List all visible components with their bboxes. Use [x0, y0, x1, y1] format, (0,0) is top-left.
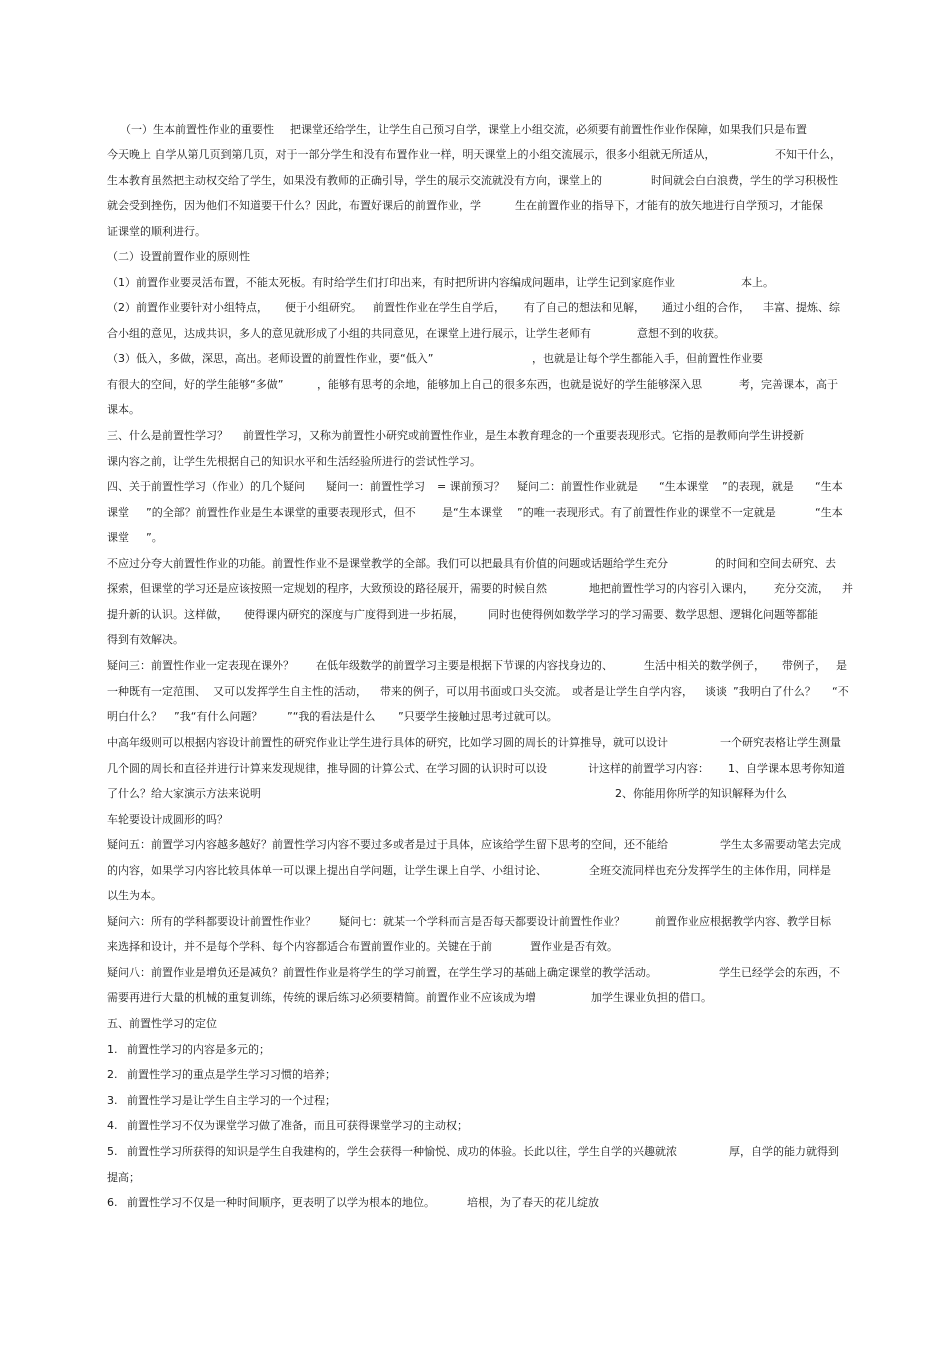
- text-segment: 生活中相关的数学例子，: [644, 659, 765, 672]
- text-segment: 车轮要设计成圆形的吗？: [107, 813, 228, 826]
- text-segment: ”只要学生接触过思考过就可以。: [398, 710, 558, 723]
- text-segment: （1）前置作业要灵活布置，不能太死板。有时给学生们打印出来，有时把所讲内容编成问题串，让学生记到家庭作业: [107, 276, 675, 289]
- text-segment: ”我“有什么问题？: [174, 710, 263, 723]
- section-heading-positioning: 五、前置性学习的定位: [107, 1017, 217, 1030]
- list-number: 1.: [107, 1043, 118, 1056]
- text-segment: 不知干什么，: [775, 148, 841, 161]
- text-segment: 得到有效解决。: [107, 633, 184, 646]
- text-segment: 前置作业应根据教学内容、教学目标: [655, 915, 831, 928]
- text-segment: ”的表现，就是: [722, 480, 794, 493]
- text-segment: 课堂: [107, 531, 129, 544]
- text-segment: ”我明白了什么？: [733, 685, 816, 698]
- list-number: 4.: [107, 1119, 118, 1132]
- text-segment: 时间就会白白浪费，学生的学习积极性: [651, 174, 838, 187]
- text-segment: 丰富、提炼、综: [763, 301, 840, 314]
- text-segment: 课内容之前，让学生先根据自己的知识水平和生活经验所进行的尝试性学习。: [107, 455, 481, 468]
- text-segment: 疑问八：前置作业是增负还是减负？前置性作业是将学生的学习前置，在学生学习的基础上确定课堂的教学活动。: [107, 966, 657, 979]
- text-segment: 明白什么？: [107, 710, 162, 723]
- text-segment: 学生已经学会的东西，不: [719, 966, 840, 979]
- list-text: 前置性学习所获得的知识是学生自我建构的，学生会获得一种愉悦、成功的体验。长此以往，学生自学的兴趣就浓: [127, 1145, 677, 1158]
- text-segment: 疑问七：就某一个学科而言是否每天都要设计前置性作业？: [339, 915, 625, 928]
- text-segment: 了什么？给大家演示方法来说明: [107, 787, 261, 800]
- text-segment: 生在前置作业的指导下，才能有的放矢地进行自学预习，才能保: [515, 199, 823, 212]
- list-number: 5.: [107, 1145, 118, 1158]
- text-segment: 有很大的空间，好的学生能够“多做”: [107, 378, 284, 391]
- text-segment: 疑问五：前置学习内容越多越好？前置性学习内容不要过多或者是过于具体，应该给学生留下思考的空间，还不能给: [107, 838, 668, 851]
- text-segment: ”。: [146, 531, 163, 544]
- text-segment: 几个圆的周长和直径并进行计算来发现规律，推导圆的计算公式、在学习圆的认识时可以设: [107, 762, 547, 775]
- text-segment: 是: [836, 659, 847, 672]
- text-segment: ，能够有思考的余地，能够加上自己的很多东西，也就是说好的学生能够深入思: [317, 378, 702, 391]
- text-segment: 在低年级数学的前置学习主要是根据下节课的内容找身边的、: [316, 659, 613, 672]
- text-segment: 合小组的意见，达成共识，多人的意见就形成了小组的共同意见，在课堂上进行展示，让学生老师有: [107, 327, 591, 340]
- text-segment: 考，完善课本，高于: [739, 378, 838, 391]
- text-segment: 来选择和设计，并不是每个学科、每个内容都适合布置前置作业的。关键在于前: [107, 940, 492, 953]
- text-segment: 置作业是否有效。: [530, 940, 618, 953]
- text-segment: 以生为本。: [107, 889, 162, 902]
- text-segment: 充分交流，: [774, 582, 829, 595]
- text-segment: “生本: [815, 480, 843, 493]
- list-text: 培根，为了春天的花儿绽放: [467, 1196, 599, 1209]
- text-segment: 通过小组的合作，: [662, 301, 750, 314]
- text-segment: 不应过分夸大前置性作业的功能。前置性作业不是课堂教学的全部。我们可以把最具有价值的问题或话题给学生充分: [107, 557, 668, 570]
- section-heading-principles: （二）设置前置作业的原则性: [107, 250, 250, 263]
- text-segment: 探索，但课堂的学习还是应该按照一定规划的程序，大致预设的路径展开，需要的时候自然: [107, 582, 547, 595]
- list-number: 3.: [107, 1094, 118, 1107]
- text-segment: 谈谈: [705, 685, 727, 698]
- list-text: 前置性学习不仅是一种时间顺序，更表明了以学为根本的地位。: [127, 1196, 435, 1209]
- text-segment: ”的唯一表现形式。有了前置性作业的课堂不一定就是: [517, 506, 776, 519]
- text-segment: ”“我的看法是什么: [287, 710, 376, 723]
- text-segment: 疑问六：所有的学科都要设计前置性作业？: [107, 915, 316, 928]
- text-segment: 疑问一：前置性学习: [326, 480, 425, 493]
- text-segment: 疑问三：前置性作业一定表现在课外？: [107, 659, 294, 672]
- text-segment: “生本: [815, 506, 843, 519]
- text-segment: 疑问二：前置性作业就是: [517, 480, 638, 493]
- list-text: 前置性学习的重点是学生学习习惯的培养；: [127, 1068, 336, 1081]
- text-segment: 带例子，: [782, 659, 826, 672]
- text-segment: 的内容，如果学习内容比较具体单一可以课上提出自学问题，让学生课上自学、小组讨论、: [107, 864, 547, 877]
- text-segment: 把课堂还给学生，让学生自己预习自学，课堂上小组交流，必须要有前置性作业作保障，如果我们只是布置: [290, 123, 807, 136]
- text-segment: 使得课内研究的深度与广度得到进一步拓展，: [244, 608, 464, 621]
- text-segment: 中高年级则可以根据内容设计前置性的研究作业让学生进行具体的研究，比如学习圆的周长的计算推导，就可以设计: [107, 736, 668, 749]
- text-segment: “生本课堂: [659, 480, 709, 493]
- text-segment: 加学生课业负担的借口。: [591, 991, 712, 1004]
- text-segment: 本上。: [741, 276, 774, 289]
- text-segment: 2、你能用你所学的知识解释为什么: [615, 787, 787, 800]
- list-number: 2.: [107, 1068, 118, 1081]
- section-heading-importance: （一）生本前置性作业的重要性: [120, 123, 274, 136]
- text-segment: ”的全部？前置性作业是生本课堂的重要表现形式，但不: [146, 506, 416, 519]
- text-segment: 一个研究表格让学生测量: [720, 736, 841, 749]
- text-segment: 计这样的前置学习内容：: [588, 762, 709, 775]
- text-segment: 今天晚上 自学从第几页到第几页，对于一部分学生和没有布置作业一样，明天课堂上的小组交流展示，很多小组就无所适从，: [107, 148, 716, 161]
- text-segment: 同时也使得例如数学学习的学习需要、数学思想、逻辑化问题等都能: [488, 608, 818, 621]
- text-segment: 学生太多需要动笔去完成: [720, 838, 841, 851]
- list-text: 前置性学习是让学生自主学习的一个过程；: [127, 1094, 336, 1107]
- text-segment: 前置性学习，又称为前置性小研究或前置性作业，是生本教育理念的一个重要表现形式。它指的是教师向学生讲授新: [243, 429, 804, 442]
- text-segment: 意想不到的收获。: [637, 327, 725, 340]
- text-segment: 并: [842, 582, 853, 595]
- text-segment: 需要再进行大量的机械的重复训练，传统的课后练习必须要精简。前置作业不应该成为增: [107, 991, 536, 1004]
- text-segment: 是“生本课堂: [442, 506, 503, 519]
- section-heading-what-is: 三、什么是前置性学习？: [107, 429, 228, 442]
- list-text: 前置性学习的内容是多元的；: [127, 1043, 270, 1056]
- list-text: 前置性学习不仅为课堂学习做了准备，而且可获得课堂学习的主动权；: [127, 1119, 468, 1132]
- text-segment: 生本教育虽然把主动权交给了学生，如果没有教师的正确引导，学生的展示交流就没有方向，课堂上的: [107, 174, 602, 187]
- text-segment: 或者是让学生自学内容，: [572, 685, 693, 698]
- text-segment: 带来的例子，可以用书面或口头交流。: [380, 685, 567, 698]
- text-segment: 全班交流同样也充分发挥学生的主体作用，同样是: [589, 864, 831, 877]
- text-segment: 证课堂的顺利进行。: [107, 225, 206, 238]
- list-number: 6.: [107, 1196, 118, 1209]
- text-segment: = 课前预习？: [437, 480, 505, 493]
- text-segment: ，也就是让每个学生都能入手，但前置性作业要: [532, 352, 763, 365]
- text-segment: 提升新的认识。这样做，: [107, 608, 228, 621]
- text-segment: 就会受到挫伤，因为他们不知道要干什么？因此，布置好课后的前置作业，学: [107, 199, 481, 212]
- text-segment: 有了自己的想法和见解，: [524, 301, 645, 314]
- text-segment: 又可以发挥学生自主性的活动，: [213, 685, 367, 698]
- text-segment: 课本。: [107, 403, 140, 416]
- section-heading-questions: 四、关于前置性学习（作业）的几个疑问: [107, 480, 305, 493]
- text-segment: “不: [832, 685, 849, 698]
- text-segment: 的时间和空间去研究、去: [715, 557, 836, 570]
- text-segment: 一种既有一定范围、: [107, 685, 206, 698]
- list-text: 厚，自学的能力就得到: [729, 1145, 839, 1158]
- text-segment: 课堂: [107, 506, 129, 519]
- text-segment: 前置性作业在学生自学后，: [373, 301, 505, 314]
- text-segment: 地把前置性学习的内容引入课内，: [589, 582, 754, 595]
- text-segment: 提高；: [107, 1171, 140, 1184]
- text-segment: 1、自学课本思考你知道: [728, 762, 845, 775]
- text-segment: （2）前置作业要针对小组特点，: [107, 301, 268, 314]
- text-segment: 便于小组研究。: [285, 301, 362, 314]
- text-segment: （3）低入，多做，深思，高出。老师设置的前置性作业，要“低入”: [107, 352, 434, 365]
